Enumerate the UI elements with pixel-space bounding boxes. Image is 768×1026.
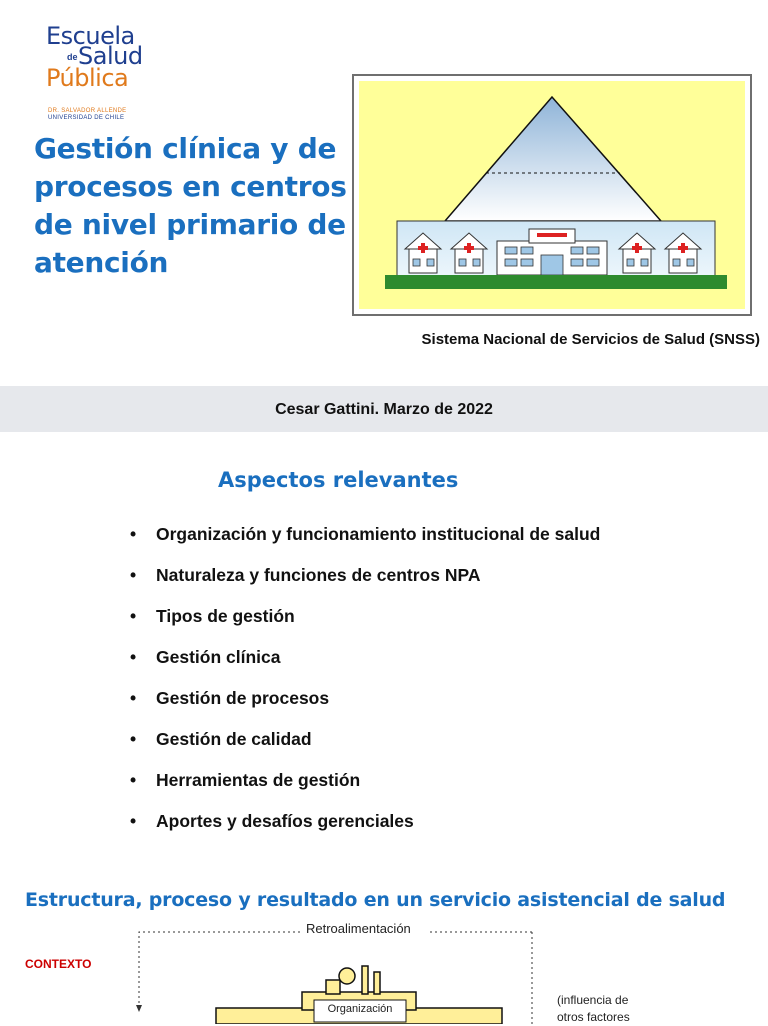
list-item: • Naturaleza y funciones de centros NPA [130, 565, 481, 585]
influencia-note [557, 992, 630, 1026]
logo-line-escuela: Escuela [46, 22, 135, 50]
list-item: • Organización y funcionamiento institucional de salud [130, 524, 601, 544]
logo-line-publica: Pública [46, 64, 129, 92]
logo-line-salud: Salud [78, 42, 143, 70]
estructura-heading: Estructura, proceso y resultado en un servicio asistencial de salud [25, 889, 726, 911]
influencia-line-2: otros factores [557, 1010, 630, 1024]
list-item: • Tipos de gestión [130, 606, 295, 626]
bullet-icon: • [130, 647, 137, 667]
list-item: • Gestión clínica [130, 647, 281, 667]
list-item: • Herramientas de gestión [130, 770, 361, 790]
aspectos-list [130, 524, 600, 852]
snss-pyramid-figure [352, 74, 752, 316]
bullet-icon: • [130, 729, 137, 749]
bullet-icon: • [130, 606, 137, 626]
list-item: • Aportes y desafíos gerenciales [130, 811, 414, 831]
organizacion-label: Organización [327, 1003, 393, 1015]
list-item: • Gestión de procesos [130, 688, 330, 708]
logo-de: de [67, 52, 78, 62]
aspectos-heading: Aspectos relevantes [218, 468, 459, 492]
retroalimentacion-label: Retroalimentación [306, 921, 411, 936]
list-item: • Gestión de calidad [130, 729, 312, 749]
bullet-icon: • [130, 565, 137, 585]
bullet-icon: • [130, 688, 137, 708]
bullet-icon: • [130, 770, 137, 790]
document-title: Gestión clínica y de procesos en centros de nivel primario de atención [34, 132, 347, 279]
school-logo [44, 22, 144, 121]
pyramid-illustration [359, 81, 745, 309]
influencia-line-1: (influencia de [557, 993, 629, 1007]
logo-subtitle-uchile: UNIVERSIDAD DE CHILE [48, 115, 125, 121]
bullet-icon: • [130, 811, 137, 831]
bullet-icon: • [130, 524, 137, 544]
figure-caption: Sistema Nacional de Servicios de Salud (SNSS) [421, 331, 760, 348]
contexto-label: CONTEXTO [25, 957, 92, 971]
logo-subtitle-allende: DR. SALVADOR ALLENDE [48, 108, 127, 114]
author-date: Cesar Gattini. Marzo de 2022 [275, 401, 493, 418]
